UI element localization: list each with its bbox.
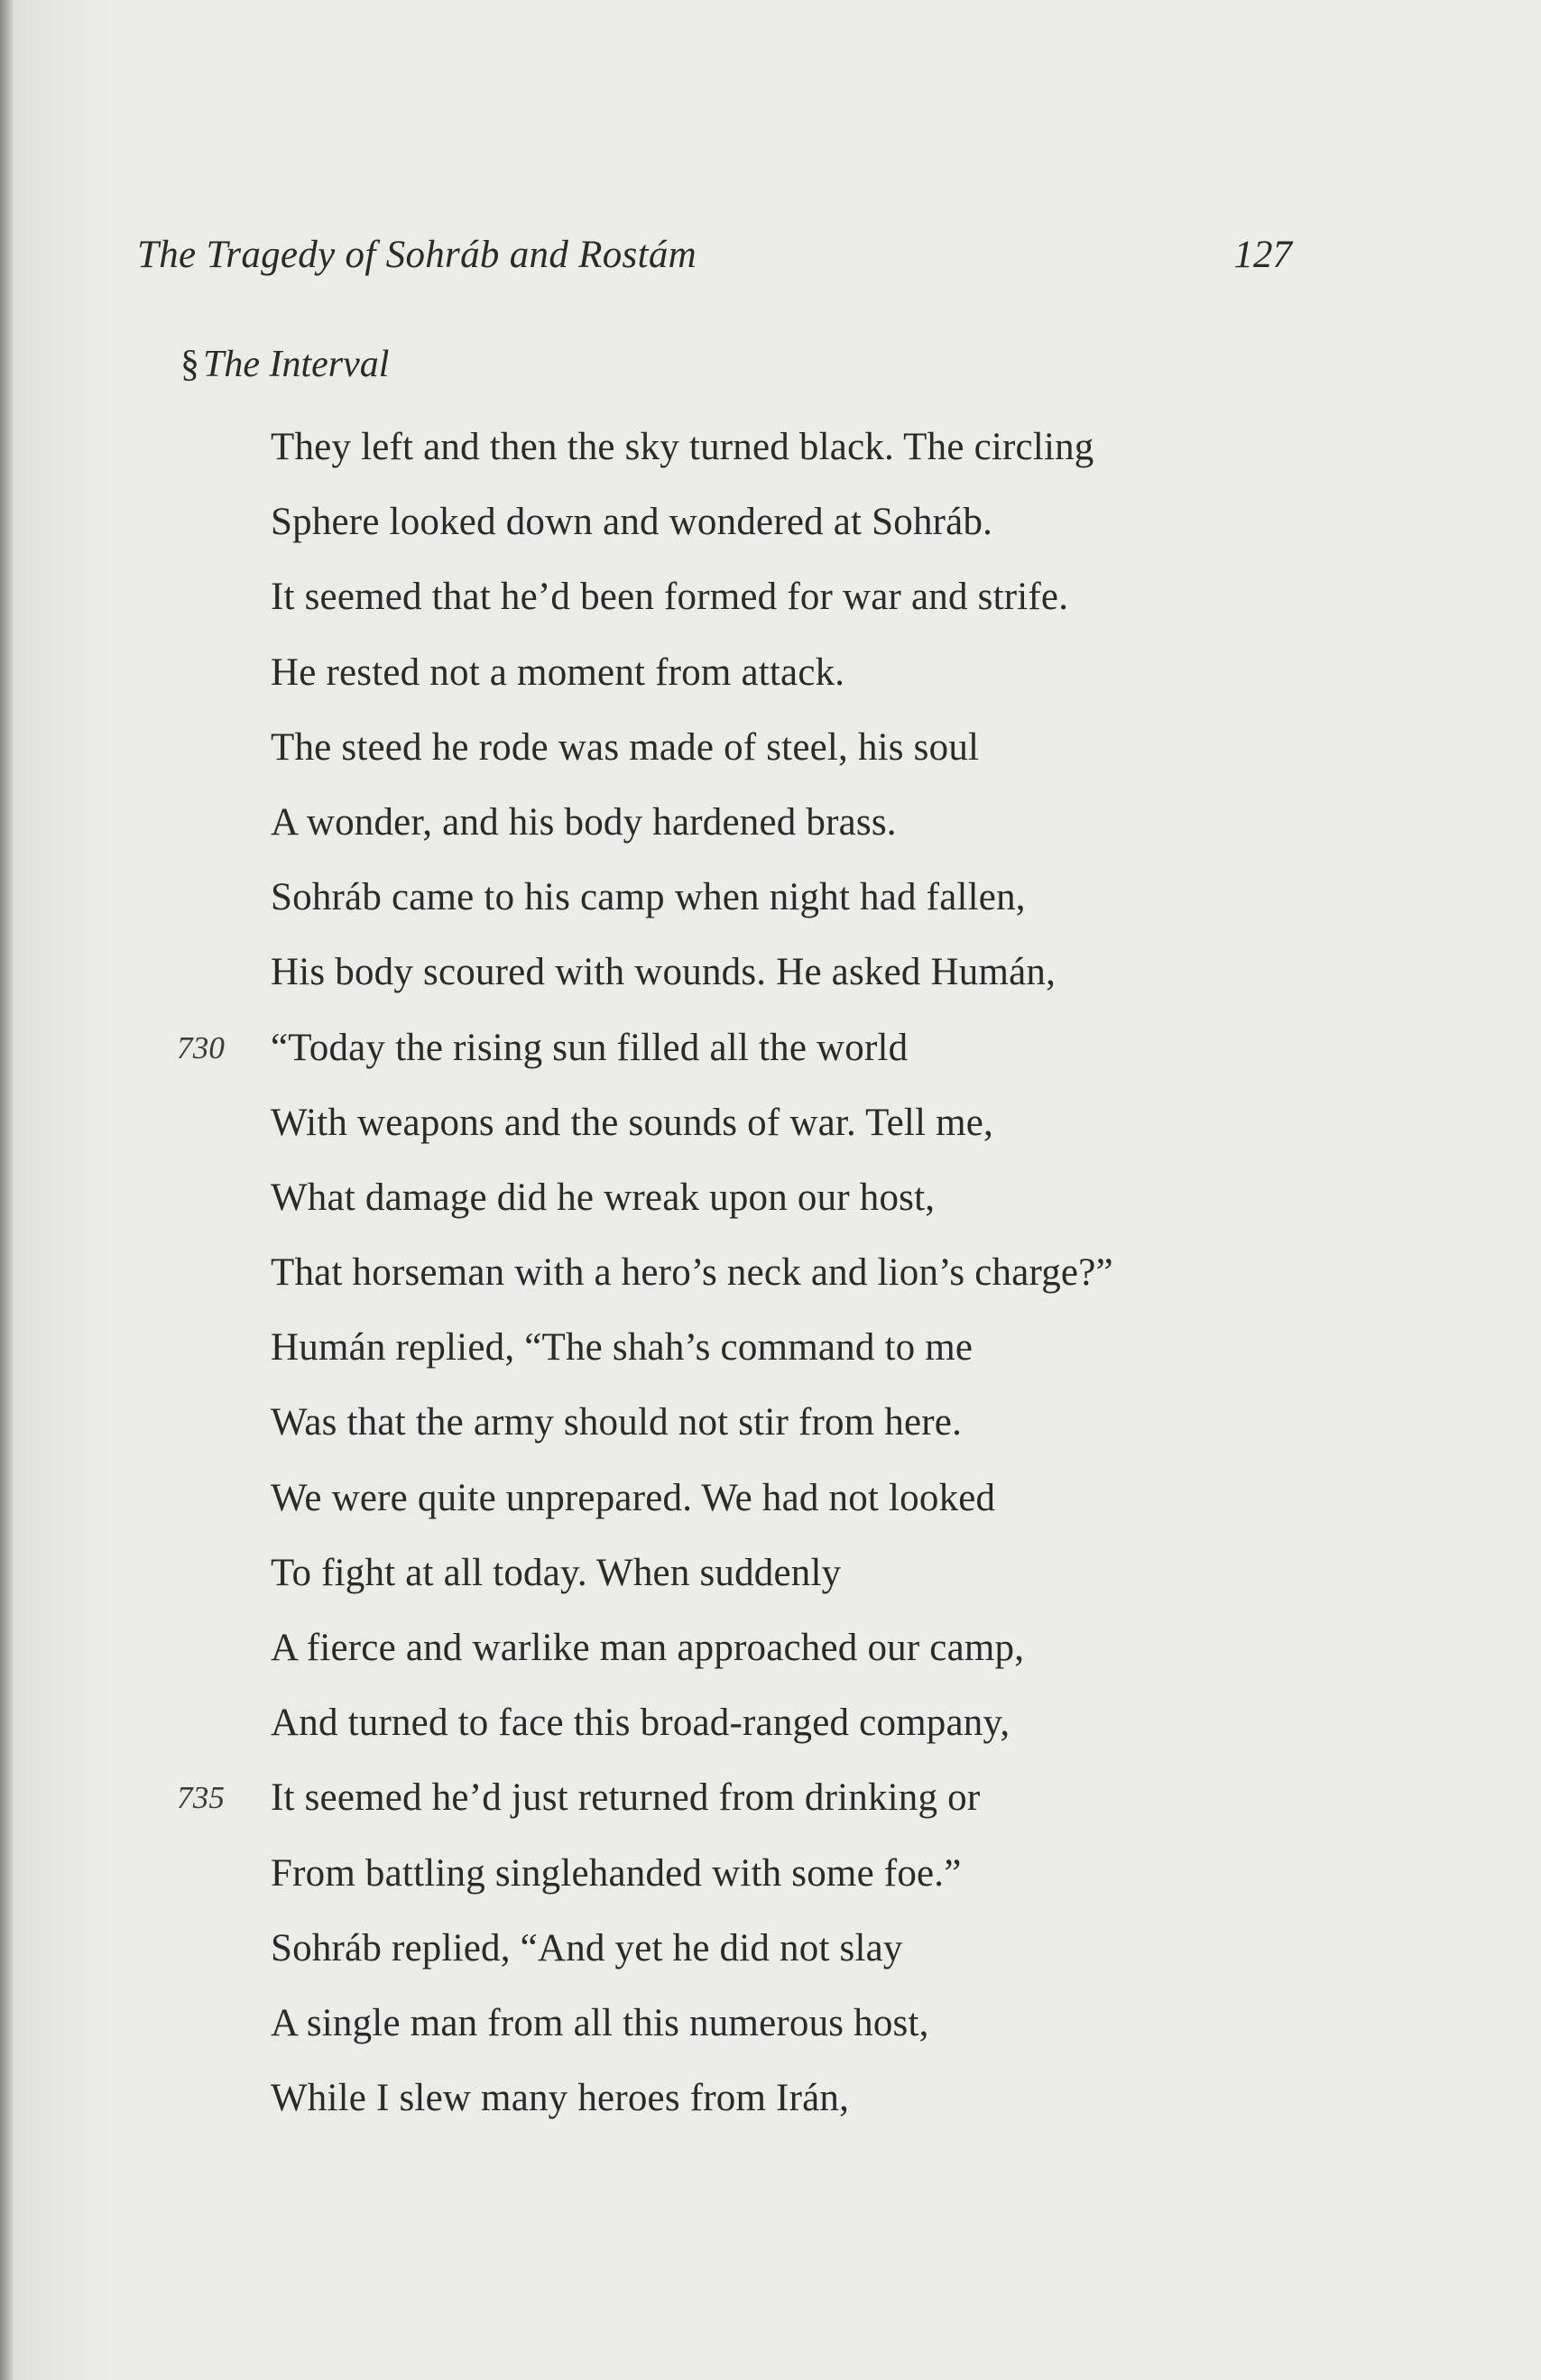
verse-line [271,1543,1353,1618]
verse-line-text: “Today the rising sun filled all the world [271,1026,909,1069]
spine-shadow [0,0,13,2380]
verse-line [271,1242,1353,1317]
verse-line [271,1618,1353,1693]
verse-block [177,417,1353,2143]
verse-line [271,1167,1353,1242]
line-number: 735 [177,1780,226,1816]
verse-line-text: His body scoured with wounds. He asked Humán, [271,951,1057,994]
verse-line [271,792,1353,867]
verse-line [177,1767,1353,1842]
verse-line [271,1693,1353,1767]
verse-line-text: And turned to face this broad-ranged company, [271,1702,1010,1745]
verse-line-text: The steed he rode was made of steel, his soul [271,725,980,769]
verse-line-text: It seemed he’d just returned from drinking or [271,1776,981,1820]
line-number: 730 [177,1029,226,1065]
verse-line-text: Sphere looked down and wondered at Sohráb. [271,501,993,544]
verse-line-text: We were quite unprepared. We had not looked [271,1476,996,1519]
verse-line [271,1993,1353,2068]
verse-line-text: It seemed that he’d been formed for war and strife. [271,576,1069,619]
section-heading [180,343,389,386]
verse-line [271,1317,1353,1392]
verse-line [271,867,1353,942]
verse-line [271,417,1353,492]
verse-line-text: While I slew many heroes from Irán, [271,2077,850,2120]
verse-line-text: To fight at all today. When suddenly [271,1551,842,1594]
verse-line [271,1918,1353,1993]
verse-line-text: That horseman with a hero’s neck and lion’s charge?” [271,1251,1113,1295]
verse-line [271,1093,1353,1167]
verse-line-text: Sohráb replied, “And yet he did not slay [271,1926,903,1969]
verse-line [271,1843,1353,1918]
verse-line-text: A single man from all this numerous host, [271,2001,929,2044]
page-number: 127 [1233,234,1292,276]
verse-line [271,717,1353,792]
verse-line [271,642,1353,717]
verse-line [271,1468,1353,1543]
verse-line-text: What damage did he wreak upon our host, [271,1176,936,1219]
running-head [137,233,1292,287]
verse-line [271,567,1353,641]
verse-line-text: Sohráb came to his camp when night had fallen, [271,876,1026,919]
verse-line-text: Was that the army should not stir from here. [271,1401,963,1444]
verse-line [271,2068,1353,2143]
verse-line [177,1018,1353,1093]
verse-line-text: He rested not a moment from attack. [271,650,845,694]
verse-line-text: A fierce and warlike man approached our camp, [271,1627,1025,1669]
verse-line [271,942,1353,1017]
verse-line-text: From battling singlehanded with some foe.” [271,1851,962,1895]
verse-line-text: They left and then the sky turned black. The circling [271,426,1094,468]
verse-line [271,492,1353,567]
section-title: The Interval [203,344,390,385]
verse-line [271,1392,1353,1467]
verse-line-text: Humán replied, “The shah’s command to me [271,1326,974,1370]
section-sign: § [180,344,199,385]
verse-line-text: With weapons and the sounds of war. Tell me, [271,1101,994,1144]
verse-line-text: A wonder, and his body hardened brass. [271,800,897,844]
running-title: The Tragedy of Sohráb and Rostám [137,234,697,276]
